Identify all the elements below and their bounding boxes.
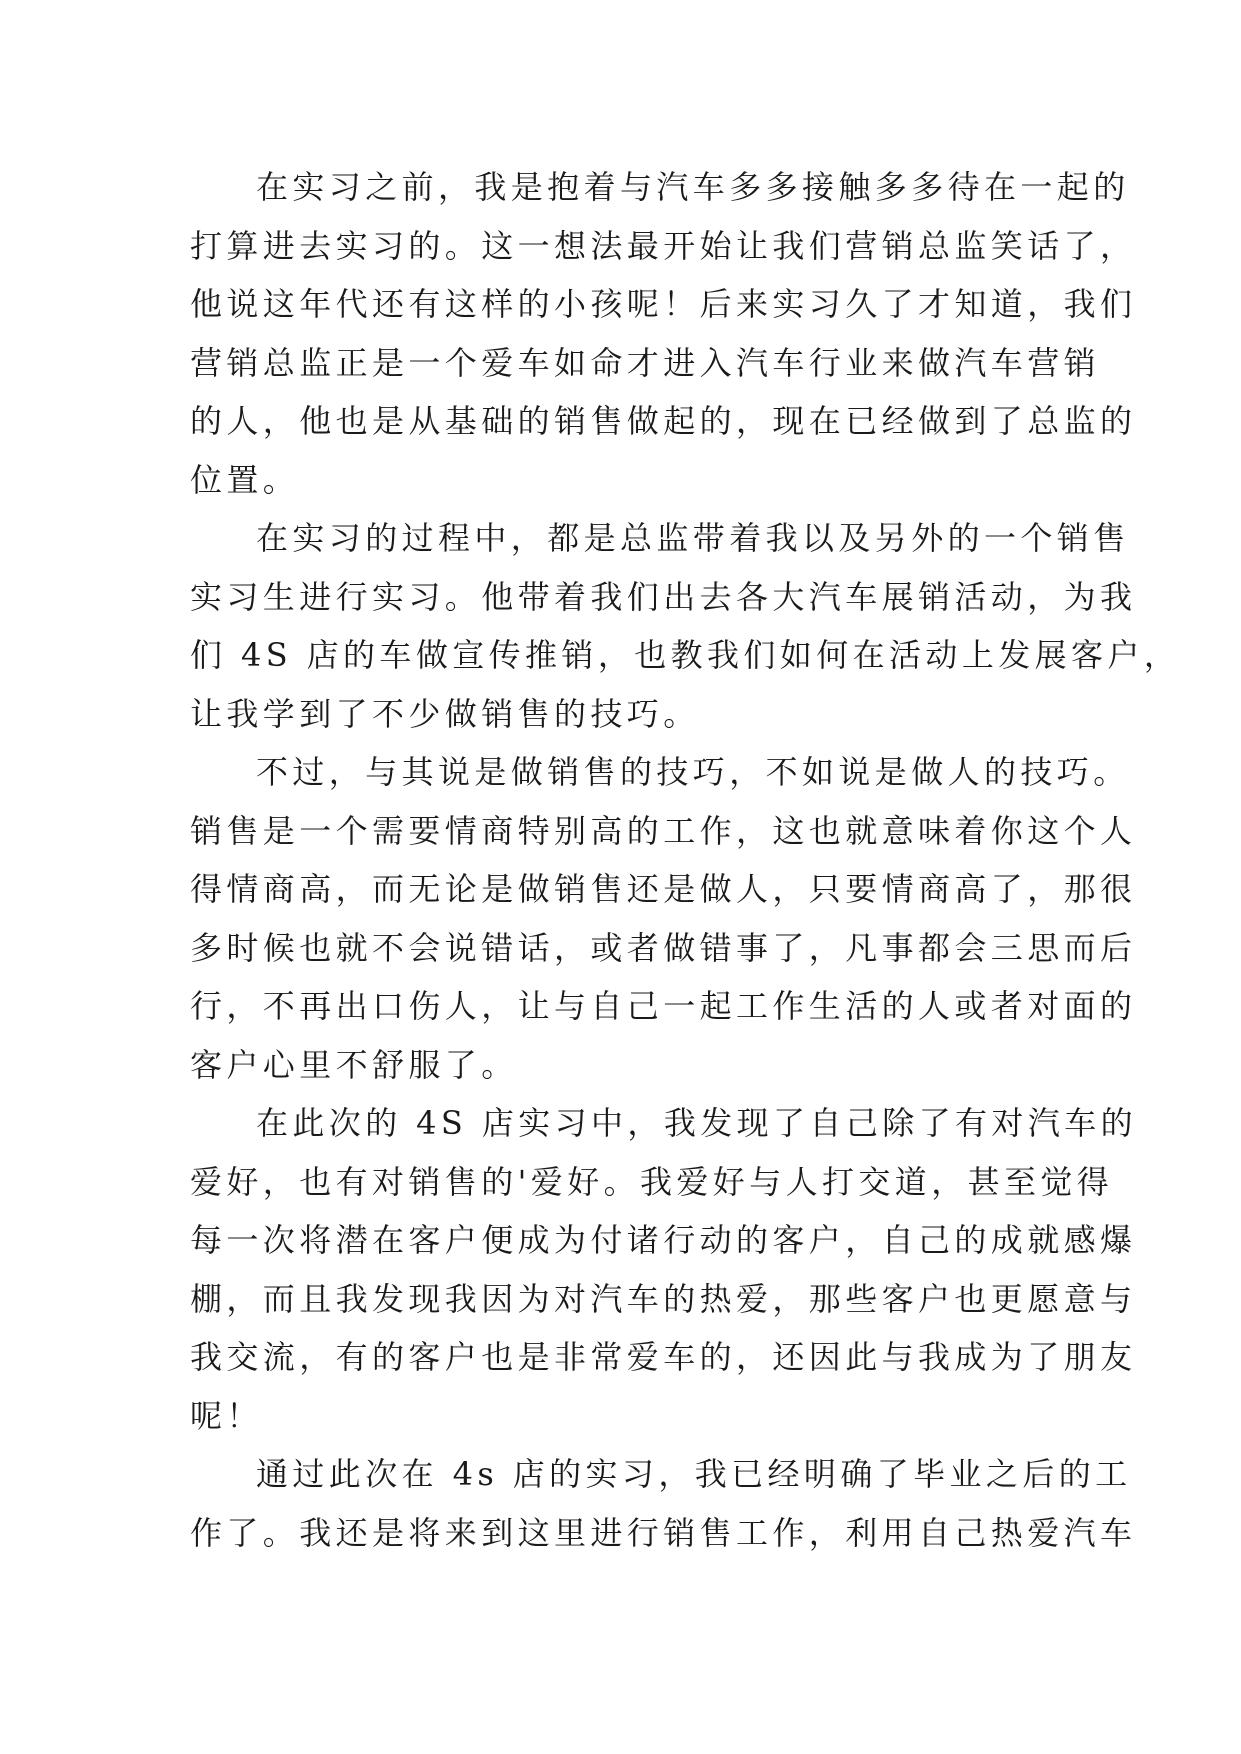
text-line: 实习生进行实习。他带着我们出去各大汽车展销活动，为我: [190, 577, 1137, 616]
document-body: [190, 158, 1181, 1562]
text-line: 们 4S 店的车做宣传推销，也教我们如何在活动上发展客户，: [190, 636, 1181, 674]
text-line: 爱好，也有对销售的'爱好。我爱好与人打交道，甚至觉得: [190, 1162, 1114, 1201]
text-line: 营销总监正是一个爱车如命才进入汽车行业来做汽车营销: [190, 343, 1101, 382]
text-line: 打算进去实习的。这一想法最开始让我们营销总监笑话了，: [190, 226, 1137, 265]
text-line: 客户心里不舒服了。: [190, 1045, 518, 1084]
text-line: 多时候也就不会说错话，或者做错事了，凡事都会三思而后: [190, 928, 1137, 967]
text-line: 不过，与其说是做销售的技巧，不如说是做人的技巧。: [256, 753, 1130, 791]
text-line: 位置。: [190, 460, 300, 499]
paragraph-2: [190, 509, 1181, 743]
paragraph-4: [190, 1094, 1138, 1445]
text-line: 在实习之前，我是抱着与汽车多多接触多多待在一起的: [256, 168, 1130, 206]
paragraph-3: [190, 743, 1137, 1094]
text-line: 他说这年代还有这样的小孩呢！后来实习久了才知道，我们: [190, 285, 1137, 323]
text-line: 棚，而且我发现我因为对汽车的热爱，那些客户也更愿意与: [190, 1279, 1137, 1318]
paragraph-1: [190, 158, 1137, 509]
text-line: 我交流，有的客户也是非常爱车的，还因此与我成为了朋友: [190, 1338, 1137, 1376]
text-line: 每一次将潜在客户便成为付诸行动的客户，自己的成就感爆: [190, 1221, 1137, 1259]
text-line: 在实习的过程中，都是总监带着我以及另外的一个销售: [256, 519, 1130, 557]
text-line: 作了。我还是将来到这里进行销售工作，利用自己热爱汽车: [190, 1513, 1137, 1552]
text-line: 销售是一个需要情商特别高的工作，这也就意味着你这个人: [190, 811, 1137, 850]
text-line: 通过此次在 4s 店的实习，我已经明确了毕业之后的工: [256, 1455, 1132, 1493]
paragraph-5: [190, 1445, 1137, 1562]
text-line: 得情商高，而无论是做销售还是做人，只要情商高了，那很: [190, 870, 1137, 908]
text-line: 让我学到了不少做销售的技巧。: [190, 694, 700, 733]
text-line: 呢！: [190, 1396, 263, 1435]
text-line: 的人，他也是从基础的销售做起的，现在已经做到了总监的: [190, 402, 1137, 440]
text-line: 在此次的 4S 店实习中，我发现了自己除了有对汽车的: [256, 1104, 1138, 1142]
text-line: 行，不再出口伤人，让与自己一起工作生活的人或者对面的: [190, 987, 1137, 1025]
